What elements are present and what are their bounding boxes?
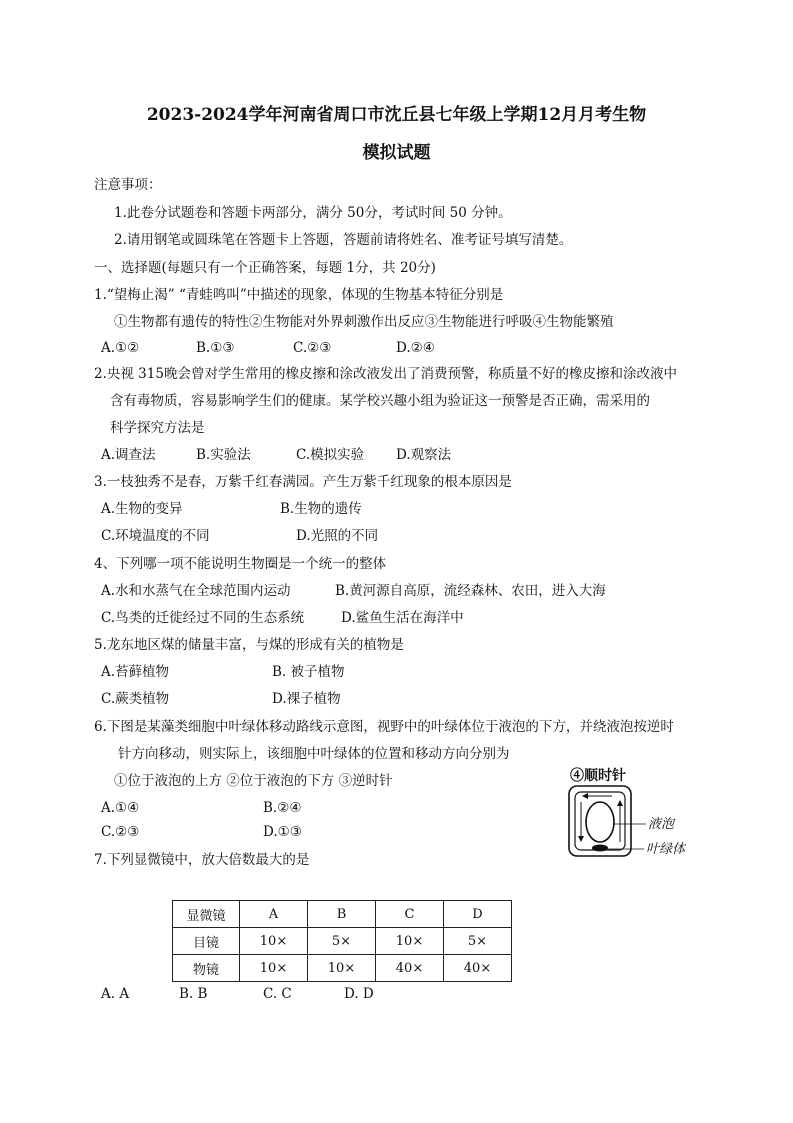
q2-stem-line1: 2.央视 315晚会曾对学生常用的橡皮擦和涂改液发出了消费预警，称质量不好的橡皮擦和涂改液中 [94, 366, 677, 382]
table-header-row [173, 901, 512, 928]
q4-option-b: B.黄河源自高原，流经森林、农田，进入大海 [335, 583, 606, 599]
q6-stem-line1: 6.下图是某藻类细胞中叶绿体移动路线示意图，视野中的叶绿体位于液泡的下方，并绕液泡按逆时 [94, 719, 674, 735]
microscope-table [172, 900, 512, 982]
page-title-line1: 2023-2024学年河南省周口市沈丘县七年级上学期12月月考生物 [146, 105, 647, 125]
q7-option-c: C. C [263, 986, 292, 1002]
q1-option-b: B.①③ [196, 340, 235, 356]
section-heading: 一、选择题(每题只有一个正确答案，每题 1分，共 20分) [94, 260, 436, 276]
q1-option-c: C.②③ [293, 340, 332, 356]
q2-option-a: A.调查法 [101, 447, 156, 463]
q6-option-c: C.②③ [101, 824, 140, 840]
q4-stem: 4、下列哪一项不能说明生物圈是一个统一的整体 [94, 556, 387, 572]
table-cell: 10× [376, 928, 444, 955]
q6-option-a: A.①④ [101, 800, 140, 816]
q1-stem: 1.“望梅止渴” “青蛙鸣叫”中描述的现象，体现的生物基本特征分别是 [94, 287, 504, 303]
q6-option-4: ④顺时针 [570, 768, 626, 784]
q6-option-b: B.②④ [263, 800, 302, 816]
q2-stem-line3: 科学探究方法是 [110, 420, 205, 436]
q7-stem: 7.下列显微镜中，放大倍数最大的是 [94, 852, 310, 868]
table-cell: 5× [308, 928, 376, 955]
q5-option-d: D.裸子植物 [272, 691, 341, 707]
vacuole-label: 液泡 [648, 817, 675, 832]
q6-option-d: D.①③ [263, 824, 302, 840]
notice-item-2: 2.请用钢笔或圆珠笔在答题卡上答题，答题前请将姓名、准考证号填写清楚。 [114, 232, 573, 248]
table-row [173, 928, 512, 955]
q7-option-b: B. B [179, 986, 208, 1002]
table-cell: 10× [240, 928, 308, 955]
notice-heading: 注意事项： [94, 177, 162, 193]
table-header-cell: A [240, 901, 308, 928]
q5-option-b: B. 被子植物 [272, 664, 345, 680]
q6-stem-line2: 针方向移动，则实际上，该细胞中叶绿体的位置和移动方向分别为 [118, 746, 510, 762]
table-cell: 目镜 [173, 928, 240, 955]
q2-stem-line2: 含有毒物质，容易影响学生们的健康。某学校兴趣小组为验证这一预警是否正确，需采用的 [110, 393, 650, 409]
q4-option-a: A.水和水蒸气在全球范围内运动 [101, 583, 291, 599]
q5-option-a: A.苔藓植物 [101, 664, 170, 680]
table-header-cell: B [308, 901, 376, 928]
q7-option-d: D. D [344, 986, 374, 1002]
q1-statements: ①生物都有遗传的特性②生物能对外界刺激作出反应③生物能进行呼吸④生物能繁殖 [114, 314, 614, 330]
q3-option-c: C.环境温度的不同 [101, 528, 210, 544]
arrowhead-right [617, 800, 623, 806]
table-cell: 物镜 [173, 955, 240, 982]
page-title-line2: 模拟试题 [362, 143, 431, 163]
q3-option-a: A.生物的变异 [101, 501, 183, 517]
vacuole-shape [586, 802, 614, 842]
chloroplast-label: 叶绿体 [646, 842, 686, 857]
table-cell: 5× [444, 928, 512, 955]
table-cell: 40× [444, 955, 512, 982]
q5-option-c: C.蕨类植物 [101, 691, 170, 707]
table-cell: 10× [308, 955, 376, 982]
q7-option-a: A. A [101, 986, 130, 1002]
q3-stem: 3.一枝独秀不是春，万紫千红春满园。产生万紫千红现象的根本原因是 [94, 474, 512, 490]
notice-item-1: 1.此卷分试题卷和答题卡两部分，满分 50分，考试时间 50 分钟。 [114, 205, 512, 221]
q4-option-d: D.鲨鱼生活在海洋中 [341, 610, 464, 626]
q4-option-c: C.鸟类的迁徙经过不同的生态系统 [101, 610, 305, 626]
arrowhead-left [578, 836, 584, 842]
q1-option-d: D.②④ [396, 340, 435, 356]
q5-stem: 5.龙东地区煤的储量丰富，与煤的形成有关的植物是 [94, 637, 404, 653]
q3-option-d: D.光照的不同 [296, 528, 379, 544]
arrowhead-top [582, 793, 588, 799]
q3-option-b: B.生物的遗传 [280, 501, 362, 517]
q2-option-b: B.实验法 [196, 447, 251, 463]
q2-option-c: C.模拟实验 [296, 447, 365, 463]
q1-option-a: A.①② [101, 340, 140, 356]
q2-option-d: D.观察法 [396, 447, 452, 463]
table-row [173, 955, 512, 982]
q6-statements: ①位于液泡的上方 ②位于液泡的下方 ③逆时针 [114, 773, 393, 789]
table-header-cell: D [444, 901, 512, 928]
chloroplast-shape [592, 845, 608, 852]
table-header-cell: C [376, 901, 444, 928]
table-header-cell: 显微镜 [173, 901, 240, 928]
table-cell: 10× [240, 955, 308, 982]
table-cell: 40× [376, 955, 444, 982]
